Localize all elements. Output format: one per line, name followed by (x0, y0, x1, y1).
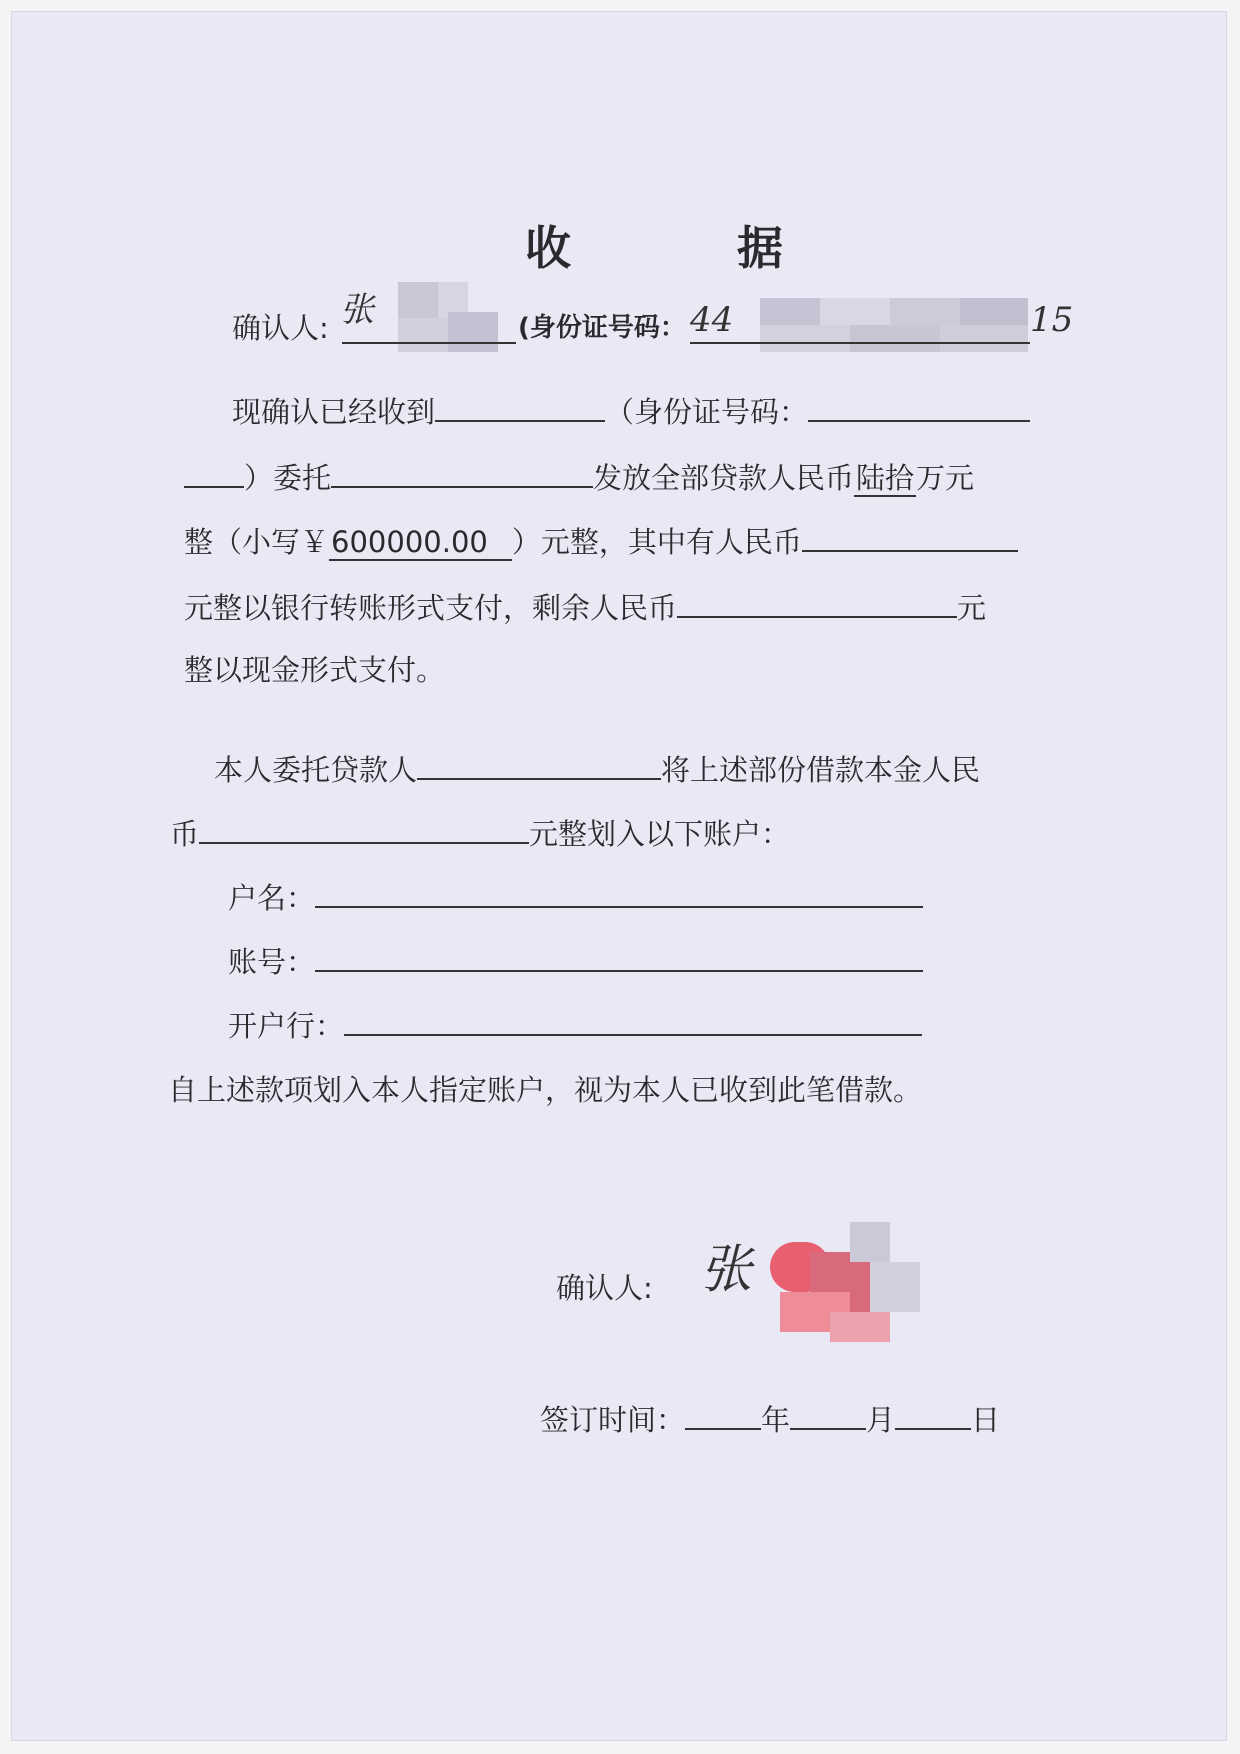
blank-bank (344, 1004, 922, 1036)
blank-payee-id-cont (184, 456, 244, 488)
id-underline (690, 342, 1030, 344)
blank-payee-id (808, 390, 1030, 422)
account-name-row: 户名： (228, 876, 923, 918)
id-label: (身份证号码： (518, 313, 686, 343)
account-number-row: 账号： (228, 940, 923, 982)
blank-day (895, 1398, 971, 1430)
para2-line2: 币 元整划入以下账户： (170, 812, 790, 854)
blank-entrusted (331, 456, 593, 488)
confirmer-label: 确认人: (232, 311, 329, 345)
para1-line3: 整（小写￥600000.00 ）元整，其中有人民币 (184, 520, 1018, 562)
blank-month (790, 1398, 866, 1430)
confirmer-signature (340, 290, 374, 331)
blank-account-name (315, 876, 923, 908)
amount-number: 600000.00 (329, 525, 512, 561)
para2-line1: 本人委托贷款人 将上述部份借款本金人民 (214, 748, 980, 790)
blank-principal (199, 812, 529, 844)
id-number-end: 15 (1030, 300, 1074, 340)
para1-line5: 整以现金形式支付。 (184, 653, 446, 687)
blank-transfer-amount (802, 520, 1018, 552)
footer-signature: 张 (700, 1240, 753, 1300)
para1-line1: 现确认已经收到 （身份证号码： (232, 390, 1030, 432)
blank-year (685, 1398, 761, 1430)
blank-payee (435, 390, 605, 422)
blank-lender (417, 748, 661, 780)
id-number-start: 44 (690, 300, 734, 340)
para1-line2: ）委托 发放全部贷款人民币陆拾万元 (184, 456, 974, 498)
para1-line4: 元整以银行转账形式支付，剩余人民币 元 (184, 586, 986, 628)
blank-cash-amount (677, 586, 957, 618)
red-stamp-redacted (770, 1222, 920, 1342)
bank-row: 开户行： (228, 1004, 922, 1046)
signing-date-row: 签订时间： 年 月 日 (540, 1398, 1000, 1440)
confirmer-line (232, 308, 329, 348)
footer-confirmer-label: 确认人: (556, 1271, 653, 1305)
signature-text: 张 (340, 290, 374, 330)
confirmer-underline (342, 342, 516, 344)
blank-account-number (315, 940, 923, 972)
amount-words: 陆拾 (856, 461, 915, 495)
closing-statement: 自上述款项划入本人指定账户，视为本人已收到此笔借款。 (168, 1073, 923, 1107)
document-title: 收 据 (525, 221, 843, 275)
